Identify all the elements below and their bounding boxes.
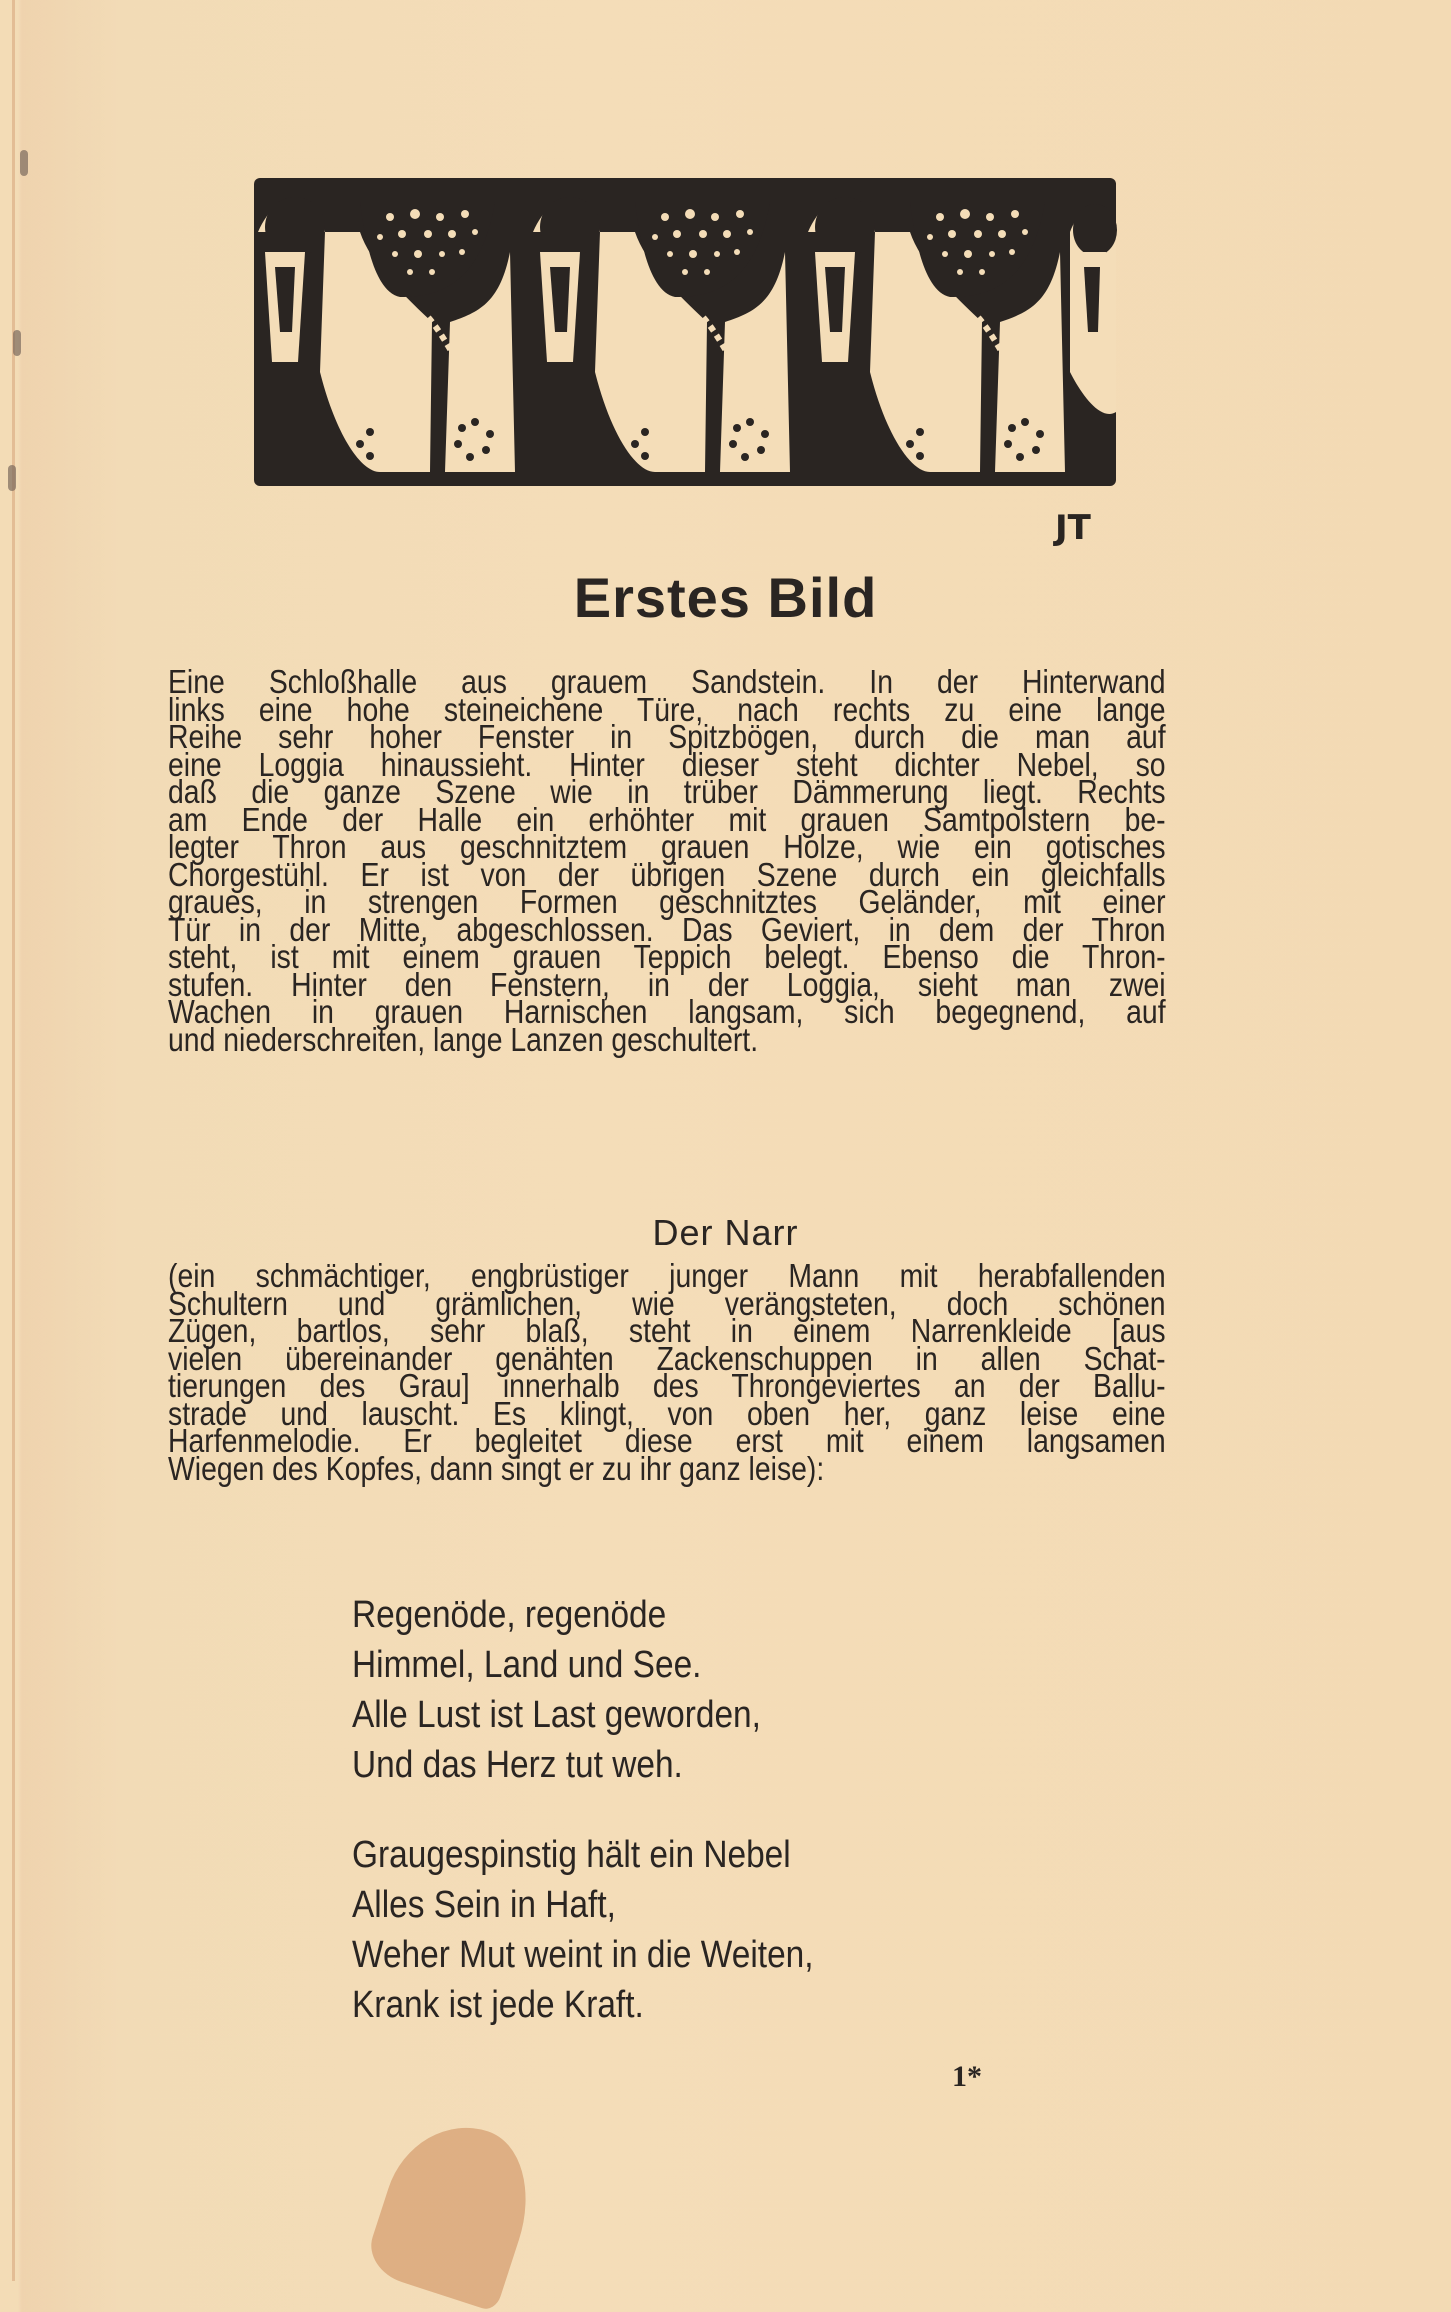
- page-title: Erstes Bild: [573, 566, 878, 629]
- page-number: 1*: [952, 2060, 982, 2093]
- text-line: steht, ist mit einem grauen Teppich belegt. Ebenso die Thron-: [168, 938, 1166, 975]
- text-line: legter Thron aus geschnitztem grauen Holze, wie ein gotisches: [168, 828, 1166, 865]
- text-line: Chorgestühl. Er ist von der übrigen Szene durch ein gleichfalls: [168, 855, 1166, 893]
- text-line: Schultern und grämlichen, wie verängsteten, doch schönen: [168, 1284, 1166, 1322]
- verse-line: Alle Lust ist Last geworden,: [352, 1694, 761, 1736]
- binding-mark: [13, 330, 21, 356]
- text-line: vielen übereinander genähten Zackenschuppen in allen Schat-: [168, 1339, 1166, 1377]
- artist-monogram: JT: [1055, 508, 1091, 548]
- speaker-name: Der Narr: [652, 1212, 799, 1253]
- text-line: Tür in der Mitte, abgeschlossen. Das Geviert, in dem der Thron: [168, 910, 1166, 948]
- text-line: links eine hohe steineichene Türe, nach rechts zu eine lange: [168, 690, 1166, 728]
- text-line: stufen. Hinter den Fenstern, in der Loggia, sieht man zwei: [168, 965, 1166, 1003]
- verse-line: Graugespinstig hält ein Nebel: [352, 1834, 791, 1876]
- woodcut-illustration: [250, 172, 1120, 492]
- verse-stanza-2: [352, 1830, 814, 2030]
- text-line: graues, in strengen Formen geschnitztes Geländer, mit einer: [168, 883, 1166, 920]
- text-line: daß die ganze Szene wie in trüber Dämmerung liegt. Rechts: [168, 773, 1166, 810]
- verse-line: Weher Mut weint in die Weiten,: [352, 1934, 814, 1976]
- text-line: Wiegen des Kopfes, dann singt er zu ihr ganz leise):: [168, 1449, 825, 1487]
- verse-line: Regenöde, regenöde: [352, 1594, 667, 1636]
- text-line: Eine Schloßhalle aus grauem Sandstein. In der Hinterwand: [168, 663, 1166, 700]
- text-line: und niederschreiten, lange Lanzen geschultert.: [168, 1020, 759, 1058]
- verse-line: Alles Sein in Haft,: [352, 1884, 616, 1926]
- paper-stain: [362, 2108, 548, 2312]
- verse-line: Und das Herz tut weh.: [352, 1744, 683, 1786]
- verse-stanza-1: [352, 1590, 761, 1790]
- text-line: Wachen in grauen Harnischen langsam, sich begegnend, auf: [168, 993, 1166, 1030]
- text-line: strade und lauscht. Es klingt, von oben her, ganz leise eine: [168, 1394, 1166, 1432]
- text-line: Reihe sehr hoher Fenster in Spitzbögen, durch die man auf: [168, 718, 1166, 755]
- verse-line: Himmel, Land und See.: [352, 1644, 702, 1686]
- speaker-direction: [168, 1257, 1166, 1487]
- binding-mark: [8, 465, 16, 491]
- text-line: am Ende der Halle ein erhöhter mit grauen Samtpolstern be-: [168, 800, 1166, 838]
- text-line: tierungen des Grau] innerhalb des Throngeviertes an der Ballu-: [168, 1367, 1166, 1404]
- text-line: (ein schmächtiger, engbrüstiger junger Mann mit herabfallenden: [168, 1257, 1166, 1294]
- verse-line: Krank ist jede Kraft.: [352, 1984, 644, 2026]
- text-line: Harfenmelodie. Er begleitet diese erst mit einem langsamen: [168, 1422, 1166, 1459]
- binding-mark: [20, 150, 28, 176]
- text-line: eine Loggia hinaussieht. Hinter dieser steht dichter Nebel, so: [168, 745, 1166, 783]
- text-line: Zügen, bartlos, sehr blaß, steht in einem Narrenkleide [aus: [168, 1312, 1166, 1349]
- stage-direction: [168, 663, 1166, 1058]
